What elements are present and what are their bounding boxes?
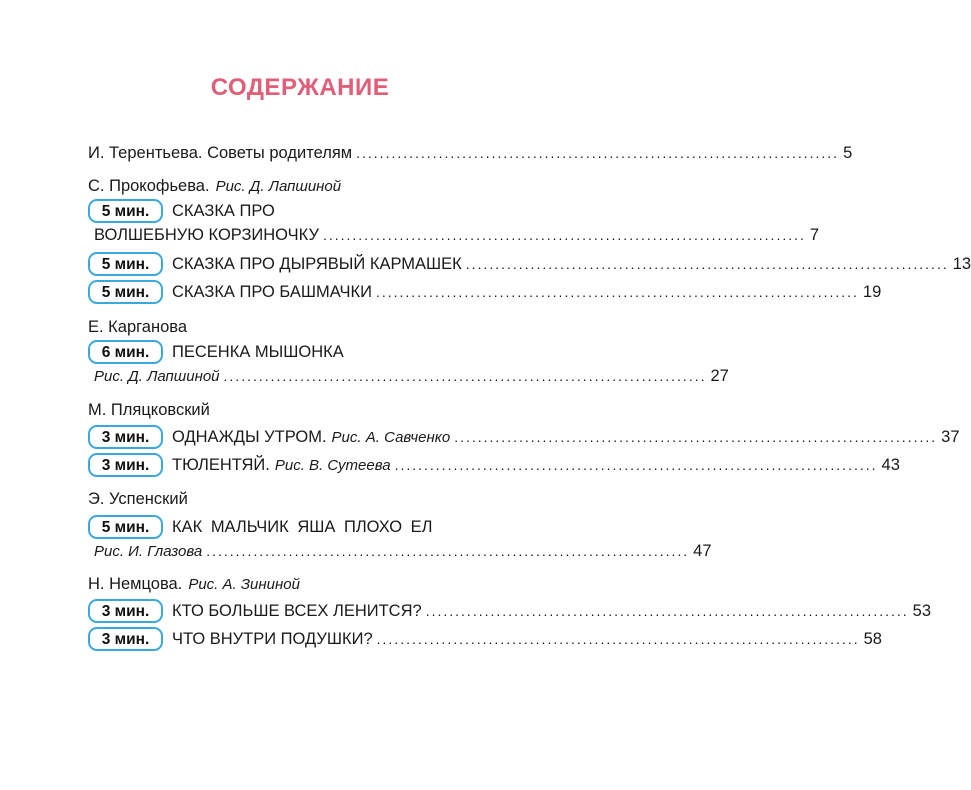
dot-leader: ..................................................................................: [375, 284, 859, 300]
toc-author-line: [88, 486, 540, 512]
dot-leader: ..................................................................................: [394, 457, 878, 473]
dot-leader: ..................................................................................: [322, 227, 806, 243]
page-number: 43: [881, 455, 900, 474]
entry-text: ОДНАЖДЫ УТРОМ.: [172, 427, 327, 446]
illustrator-credit: Рис. Д. Лапшиной: [215, 177, 342, 195]
dot-leader: ..................................................................................: [356, 145, 840, 161]
page-number: 27: [710, 366, 729, 385]
dot-leader: ..................................................................................: [206, 543, 690, 559]
entry-text: СКАЗКА ПРО БАШМАЧКИ: [172, 282, 372, 301]
author-name: М. Пляцковский: [88, 400, 210, 419]
entry-text: ЧТО ВНУТРИ ПОДУШКИ?: [172, 629, 373, 648]
dot-leader: ..................................................................................: [376, 631, 860, 647]
reading-time-badge: 3 мин.: [88, 599, 163, 623]
author-name: Э. Успенский: [88, 489, 188, 508]
page-number: 13: [952, 254, 971, 273]
page-number: 5: [843, 143, 853, 162]
reading-time-badge: 3 мин.: [88, 627, 163, 651]
entry-text: СКАЗКА ПРО: [172, 201, 275, 220]
toc-entry[interactable]: [88, 198, 540, 224]
illustrator-credit: Рис. А. Зининой: [188, 575, 300, 593]
page-number: 53: [912, 601, 932, 620]
toc-entry[interactable]: [88, 339, 540, 365]
toc-author-line: [88, 314, 540, 340]
illustrator-credit: Рис. В. Сутеева: [274, 456, 391, 474]
toc-entry[interactable]: [88, 598, 932, 624]
entry-text: СКАЗКА ПРО ДЫРЯВЫЙ КАРМАШЕК: [172, 254, 462, 273]
reading-time-badge: 5 мин.: [88, 515, 163, 539]
reading-time-badge: 5 мин.: [88, 280, 163, 304]
toc-author-line: [88, 571, 540, 597]
toc-entry[interactable]: [88, 452, 900, 478]
dot-leader: ..................................................................................: [425, 603, 909, 619]
toc-entry[interactable]: [88, 140, 853, 166]
entry-text: ТЮЛЕНТЯЙ.: [172, 455, 270, 474]
toc-entry-continuation[interactable]: [88, 363, 729, 389]
page-number: 37: [941, 427, 960, 446]
page-number: 7: [809, 225, 820, 244]
toc-author-line: [88, 397, 540, 423]
author-name: Е. Карганова: [88, 317, 188, 336]
reading-time-badge: 6 мин.: [88, 340, 163, 364]
dot-leader: ..................................................................................: [223, 368, 707, 384]
toc-entry[interactable]: [88, 626, 882, 652]
page-number: 58: [863, 629, 882, 648]
toc-entry-continuation[interactable]: [88, 538, 712, 564]
page-title: СОДЕРЖАНИЕ: [210, 74, 390, 101]
entry-text: ПЕСЕНКА МЫШОНКА: [172, 342, 344, 361]
reading-time-badge: 3 мин.: [88, 453, 163, 477]
toc-entry[interactable]: [88, 424, 960, 450]
toc-entry[interactable]: [88, 279, 882, 305]
entry-text: И. Терентьева. Советы родителям: [88, 143, 353, 162]
illustrator-credit: Рис. Д. Лапшиной: [94, 367, 220, 385]
dot-leader: ..................................................................................: [454, 429, 938, 445]
reading-time-badge: 3 мин.: [88, 425, 163, 449]
toc-entry-continuation[interactable]: [88, 222, 820, 248]
toc-entry[interactable]: [88, 514, 540, 540]
page-number: 47: [693, 541, 712, 560]
entry-text: КАК МАЛЬЧИК ЯША ПЛОХО ЕЛ: [172, 517, 433, 536]
entry-text: ВОЛШЕБНУЮ КОРЗИНОЧКУ: [94, 225, 319, 244]
illustrator-credit: Рис. А. Савченко: [331, 428, 451, 446]
page-number: 19: [862, 282, 882, 301]
toc-author-line: [88, 173, 540, 199]
illustrator-credit: Рис. И. Глазова: [94, 542, 203, 560]
author-name: Н. Немцова.: [88, 574, 183, 593]
entry-text: КТО БОЛЬШЕ ВСЕХ ЛЕНИТСЯ?: [172, 601, 422, 620]
reading-time-badge: 5 мин.: [88, 252, 163, 276]
author-name: С. Прокофьева.: [88, 176, 210, 195]
dot-leader: ..................................................................................: [465, 256, 949, 272]
reading-time-badge: 5 мин.: [88, 199, 163, 223]
toc-entry[interactable]: [88, 251, 971, 277]
